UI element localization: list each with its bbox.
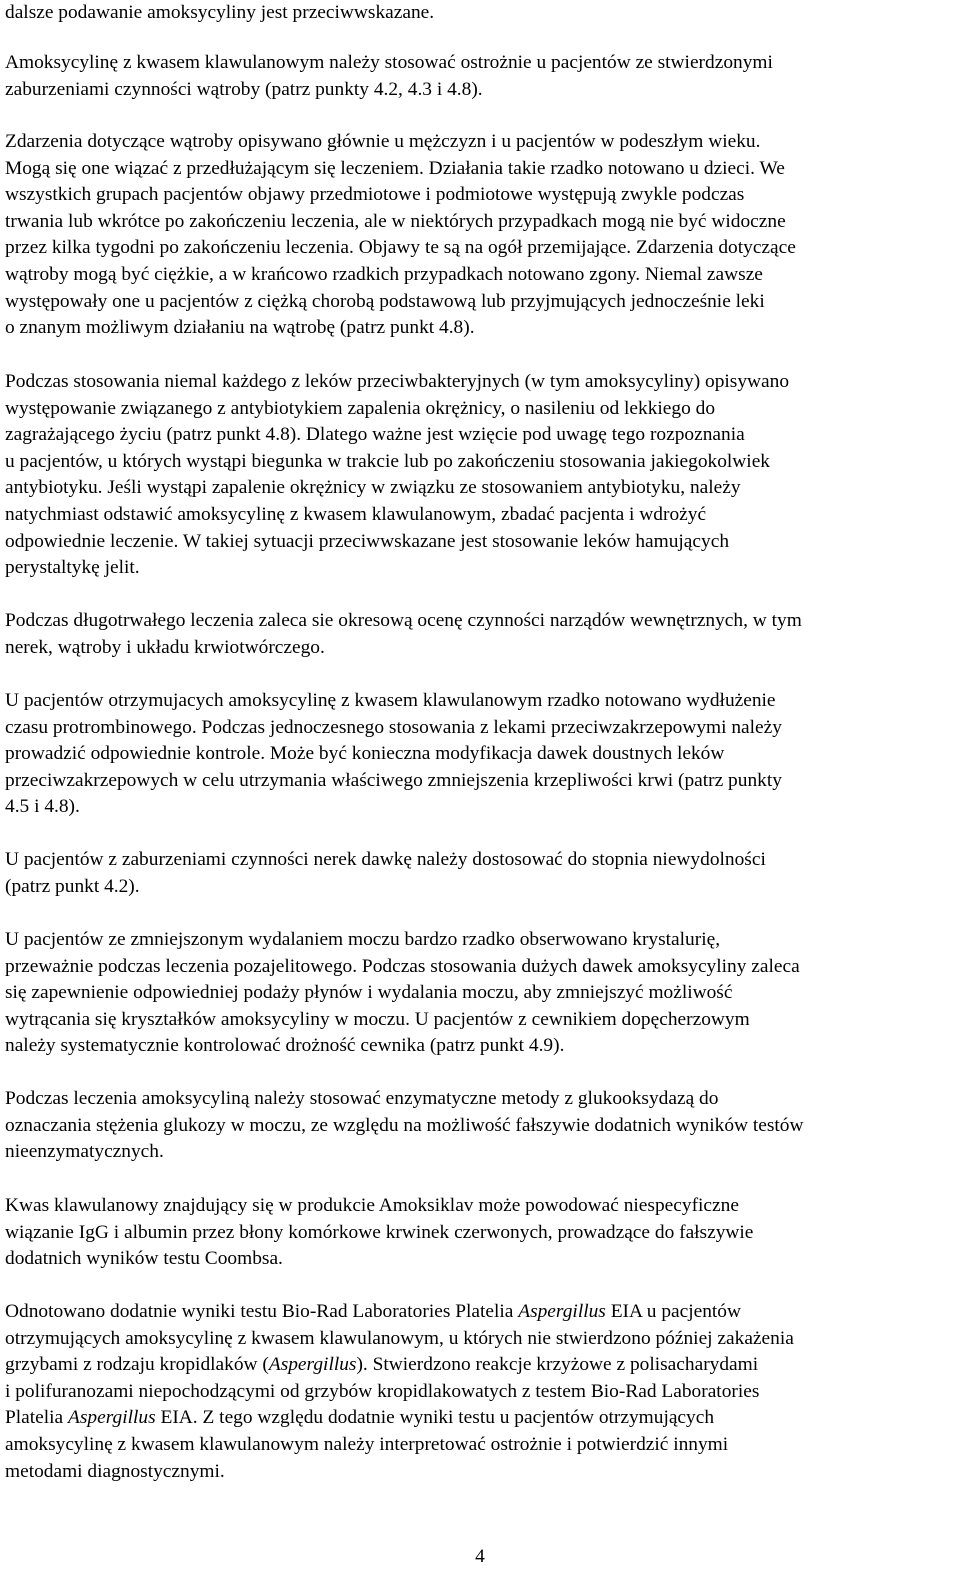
- text-line: U pacjentów otrzymujacych amoksycylinę z kwasem klawulanowym rzadko notowano wydłużenie: [5, 690, 776, 711]
- text-line: perystaltykę jelit.: [5, 557, 140, 579]
- text-line: (patrz punkt 4.2).: [5, 875, 140, 897]
- page-number: 4: [475, 1546, 485, 1567]
- text-run: EIA u pacjentów: [605, 1301, 742, 1322]
- text-line: i polifuranozami niepochodzącymi od grzybów kropidlakowatych z testem Bio-Rad Laboratories: [5, 1380, 760, 1402]
- text-line: o znanym możliwym działaniu na wątrobę (patrz punkt 4.8).: [5, 317, 475, 339]
- text-line: dodatnich wyników testu Coombsa.: [5, 1248, 283, 1270]
- text-line: metodami diagnostycznymi.: [5, 1460, 225, 1482]
- text-line: [5, 1299, 794, 1326]
- text-line: odpowiednie leczenie. W takiej sytuacji przeciwwskazane jest stosowanie leków hamujących: [5, 530, 730, 552]
- text-line: Podczas długotrwałego leczenia zaleca sie okresową ocenę czynności narządów wewnętrznych, w tym: [5, 610, 802, 631]
- text-line: dalsze podawanie amoksycyliny jest przeciwwskazane.: [5, 2, 435, 23]
- text-run: grzybami z rodzaju kropidlaków (: [5, 1354, 269, 1376]
- text-line: [5, 1352, 794, 1379]
- text-line: natychmiast odstawić amoksycylinę z kwasem klawulanowym, zbadać pacjenta i wdrożyć: [5, 503, 707, 525]
- text-line: wiązanie IgG i albumin przez błony komórkowe krwinek czerwonych, prowadzące do fałszywie: [5, 1221, 754, 1243]
- text-line: amoksycylinę z kwasem klawulanowym należy interpretować ostrożnie i potwierdzić innymi: [5, 1433, 729, 1455]
- text-line: U pacjentów ze zmniejszonym wydalaniem moczu bardzo rzadko obserwowano krystalurię,: [5, 929, 721, 950]
- text-line: Podczas leczenia amoksycyliną należy stosować enzymatyczne metody z glukooksydazą do: [5, 1088, 719, 1109]
- text-run: Odnotowano dodatnie wyniki testu Bio-Rad Laboratories Platelia: [5, 1301, 519, 1322]
- text-line: antybiotyku. Jeśli wystąpi zapalenie okrężnicy w związku ze stosowaniem antybiotyku, należy: [5, 477, 741, 499]
- paragraph: [5, 847, 766, 900]
- text-line: Amoksycylinę z kwasem klawulanowym należy stosować ostrożnie u pacjentów ze stwierdzonymi: [5, 52, 773, 73]
- text-line: u pacjentów, u których wystąpi biegunka w trakcie lub po zakończeniu stosowania jakiegokolwiek: [5, 450, 770, 472]
- paragraph: [5, 608, 802, 661]
- text-line: należy systematycznie kontrolować drożność cewnika (patrz punkt 4.9).: [5, 1035, 565, 1057]
- text-line: występowały one u pacjentów z ciężką chorobą podstawową lub przyjmujących jednocześnie leki: [5, 290, 765, 312]
- italic-term: Aspergillus: [518, 1301, 606, 1322]
- paragraph: [5, 1193, 753, 1273]
- text-line: [5, 1405, 794, 1432]
- italic-term: Aspergillus: [268, 1354, 357, 1376]
- text-line: przeciwzakrzepowych w celu utrzymania właściwego zmniejszenia krzepliwości krwi (patrz punkty: [5, 769, 782, 791]
- text-run: ). Stwierdzono reakcje krzyżowe z polisacharydami: [356, 1354, 759, 1376]
- text-line: Zdarzenia dotyczące wątroby opisywano głównie u mężczyzn i u pacjentów w podeszłym wieku.: [5, 131, 761, 152]
- paragraph: [5, 688, 782, 821]
- text-line: Podczas stosowania niemal każdego z leków przeciwbakteryjnych (w tym amoksycyliny) opisywano: [5, 371, 790, 392]
- text-line: U pacjentów z zaburzeniami czynności nerek dawkę należy dostosować do stopnia niewydolności: [5, 849, 766, 870]
- text-line: trwania lub wkrótce po zakończeniu leczenia, ale w niektórych przypadkach mogą nie być widoczne: [5, 210, 786, 232]
- paragraph: [5, 50, 773, 103]
- paragraph: [5, 0, 434, 27]
- italic-term: Aspergillus: [68, 1407, 156, 1429]
- text-line: występowanie związanego z antybiotykiem zapalenia okrężnicy, o nasileniu od lekkiego do: [5, 397, 716, 419]
- text-line: wytrącania się kryształków amoksycyliny w moczu. U pacjentów z cewnikiem dopęcherzowym: [5, 1008, 750, 1030]
- text-line: oznaczania stężenia glukozy w moczu, ze względu na możliwość fałszywie dodatnich wyników testów: [5, 1114, 804, 1136]
- text-line: 4.5 i 4.8).: [5, 796, 80, 818]
- text-run: Platelia: [5, 1407, 69, 1429]
- text-line: wszystkich grupach pacjentów objawy przedmiotowe i podmiotowe występują zwykle podczas: [5, 184, 745, 206]
- paragraph: [5, 1086, 804, 1166]
- text-line: nerek, wątroby i układu krwiotwórczego.: [5, 636, 325, 658]
- text-line: przez kilka tygodni po zakończeniu leczenia. Objawy te są na ogół przemijające. Zdarzenia dotyczące: [5, 237, 796, 259]
- paragraph: [5, 927, 800, 1060]
- text-line: wątroby mogą być ciężkie, a w krańcowo rzadkich przypadkach notowano zgony. Niemal zawsze: [5, 263, 763, 285]
- text-line: nieenzymatycznych.: [5, 1141, 164, 1163]
- text-line: Kwas klawulanowy znajdujący się w produkcie Amoksiklav może powodować niespecyficzne: [5, 1195, 739, 1216]
- text-line: zagrażającego życiu (patrz punkt 4.8). Dlatego ważne jest wzięcie pod uwagę tego rozpoznania: [5, 424, 745, 446]
- text-line: czasu protrombinowego. Podczas jednoczesnego stosowania z lekami przeciwzakrzepowymi należy: [5, 716, 782, 738]
- paragraph: [5, 129, 796, 342]
- text-run: EIA. Z tego względu dodatnie wyniki testu u pacjentów otrzymujących: [155, 1407, 715, 1429]
- text-line: przeważnie podczas leczenia pozajelitowego. Podczas stosowania dużych dawek amoksycyliny zaleca: [5, 955, 800, 977]
- paragraph: [5, 369, 789, 582]
- text-line: Mogą się one wiązać z przedłużającym się leczeniem. Działania takie rzadko notowano u dzieci. We: [5, 157, 785, 179]
- paragraph-aspergillus: [5, 1299, 794, 1485]
- text-line: prowadzić odpowiednie kontrole. Może być konieczna modyfikacja dawek doustnych leków: [5, 743, 725, 765]
- text-line: otrzymujących amoksycylinę z kwasem klawulanowym, u których nie stwierdzono później zakażenia: [5, 1327, 794, 1349]
- text-line: się zapewnienie odpowiedniej podaży płynów i wydalania moczu, aby zmniejszyć możliwość: [5, 982, 733, 1004]
- text-line: zaburzeniami czynności wątroby (patrz punkty 4.2, 4.3 i 4.8).: [5, 78, 483, 100]
